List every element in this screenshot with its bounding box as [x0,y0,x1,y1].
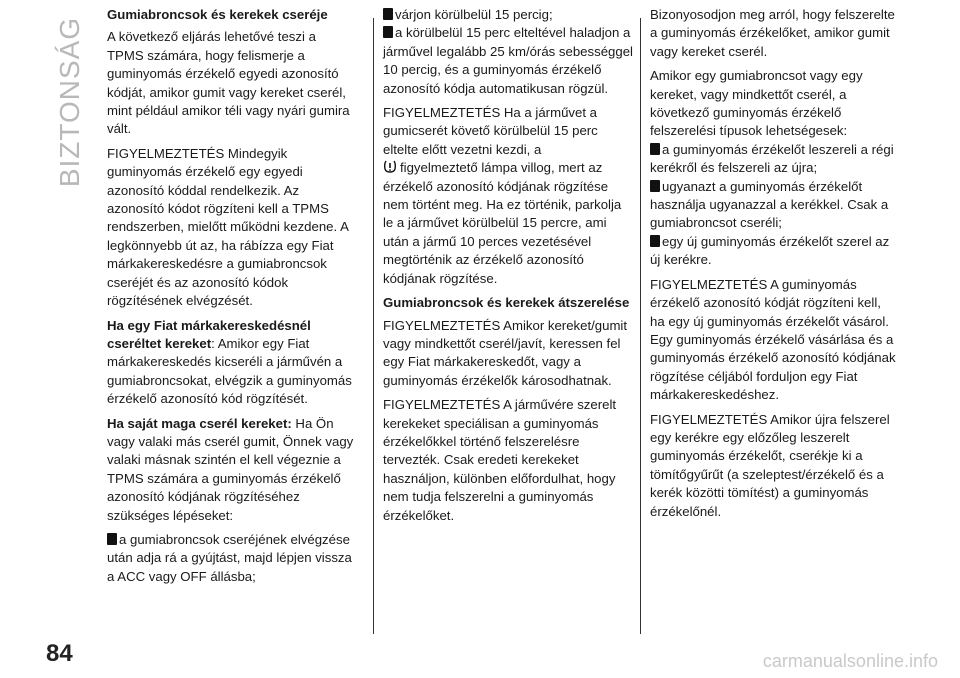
paragraph: FIGYELMEZTETÉS Ha a járművet a gumicserét követő körülbelül 15 perc eltelte előtt vezetni kezdi, a figyelmeztető lámpa villog, mert az érzékelő azonosító kódjának rögzítése nem történt meg. Ha ez történik, parkolja le a járművet körülbelül 15 percre, ami után a jármű 10 perces vezetésével megtörténik az érzékelő azonosító kódjának rögzítése. [383,105,622,286]
bullet-icon [383,26,393,38]
heading-wheel-swap: Gumiabroncsok és kerekek átszerelése [383,295,630,311]
inline-heading: Ha saját maga cserél kereket: [107,415,292,431]
column-divider [640,18,641,634]
paragraph: FIGYELMEZTETÉS Amikor kereket/gumit vagy mindkettőt cserél/javít, keressen fel egy Fiat márkakereskedőt, vagy a guminyomás érzékelők károsodhatnak. [383,317,628,388]
paragraph: FIGYELMEZTETÉS A járművére szerelt kerekeket speciálisan a guminyomás érzékelőkkel történő felszerelésre tervezték. Csak eredeti kerekeket használjon, különben előfordulhat, hogy nem tudja felszerelni a guminyomás érzékelőket. [383,397,617,523]
bullet-icon [383,8,393,20]
bullet-icon [107,533,117,545]
paragraph: FIGYELMEZTETÉS A guminyomás érzékelő azonosító kódját rögzíteni kell, ha egy új guminyomás érzékelőt vásárol. Egy guminyomás érzékelő vásárlása és a guminyomás érzékelő azonosító kódjának rögzítése céljából forduljon egy Fiat márkakereskedéshez. [650,276,896,403]
bullet-item: várjon körülbelül 15 percig; [383,6,633,24]
paragraph: FIGYELMEZTETÉS Mindegyik guminyomás érzékelő egy egyedi azonosító kóddal rendelkezik. Az azonosító kódot rögzíteni kell a TPMS rendszerben, mielőtt működni kezdene. A legkönnyebb út az, ha rábízza egy Fiat márkakereskedésre a gumiabroncsok cseréjét és az azonosító kódok rögzítésének elvégzését. [107,145,349,309]
paragraph: Bizonyosodjon meg arról, hogy felszerelte a guminyomás érzékelőket, amikor gumit vagy kereket cserél. [650,7,895,59]
tire-pressure-warning-icon [383,160,397,174]
bullet-item: a guminyomás érzékelőt leszereli a régi kerékről és felszereli az újra; [650,141,894,176]
column-1 [107,6,355,592]
bullet-icon [650,235,660,247]
bullet-icon [650,180,660,192]
column-divider [373,18,374,634]
watermark: carmanualsonline.info [762,651,938,671]
paragraph: Ha egy Fiat márkakereskedésnél cseréltet kereket: Amikor egy Fiat márkakereskedés kicseréli a járművén a gumiabroncsokat, elvégzik a guminyomás érzékelő azonosító kód rögzítését. [107,317,352,407]
bullet-item: egy új guminyomás érzékelőt szerel az új kerékre. [650,233,890,268]
section-label: BIZTONSÁG [54,16,86,188]
inline-heading: Ha egy Fiat márkakereskedésnél cseréltet kereket [107,317,311,351]
page-number: 84 [46,640,73,667]
paragraph: Amikor egy gumiabroncsot vagy egy kereket, vagy mindkettőt cserél, a következő guminyomás érzékelő felszerelési típusok lehetségesek: [650,68,863,139]
bullet-item: ugyanazt a guminyomás érzékelőt használja ugyanazzal a kerékkel. Csak a gumiabroncsot cseréli; [650,178,889,231]
paragraph: Ha saját maga cserél kereket: Ha Ön vagy valaki más cserél gumit, Önnek vagy valaki másnak szintén el kell végeznie a TPMS számára a guminyomás érzékelő azonosító kódjának rögzítéséhez szükséges lépéseket: [107,415,354,523]
bullet-icon [650,143,660,155]
paragraph: FIGYELMEZTETÉS Amikor újra felszerel egy kerékre egy előzőleg leszerelt guminyomás érzékelőt, cserékje ki a tömítőgyűrűt (a szeleptest/érzékelő és a kerék közötti tömítést) a guminyomás érzékelőnél. [650,411,890,519]
column-3 [650,6,898,527]
paragraph: A következő eljárás lehetővé teszi a TPMS számára, hogy felismerje a guminyomás érzékelő egyedi azonosító kódját, amikor gumit vagy kereket cserél, mint például amikor téli vagy nyári gumira vált. [107,29,350,137]
bullet-item: a gumiabroncsok cseréjének elvégzése után adja rá a gyújtást, majd lépjen vissza a ACC vagy OFF állásba; [107,531,352,584]
heading-tire-change: Gumiabroncsok és kerekek cseréje [107,7,328,22]
bullet-item: a körülbelül 15 perc elteltével haladjon a járművel legalább 25 km/órás sebességgel 10 percig, és a guminyomás érzékelő azonosító kódja automatikusan rögzül. [383,25,633,96]
column-2 [383,6,633,531]
